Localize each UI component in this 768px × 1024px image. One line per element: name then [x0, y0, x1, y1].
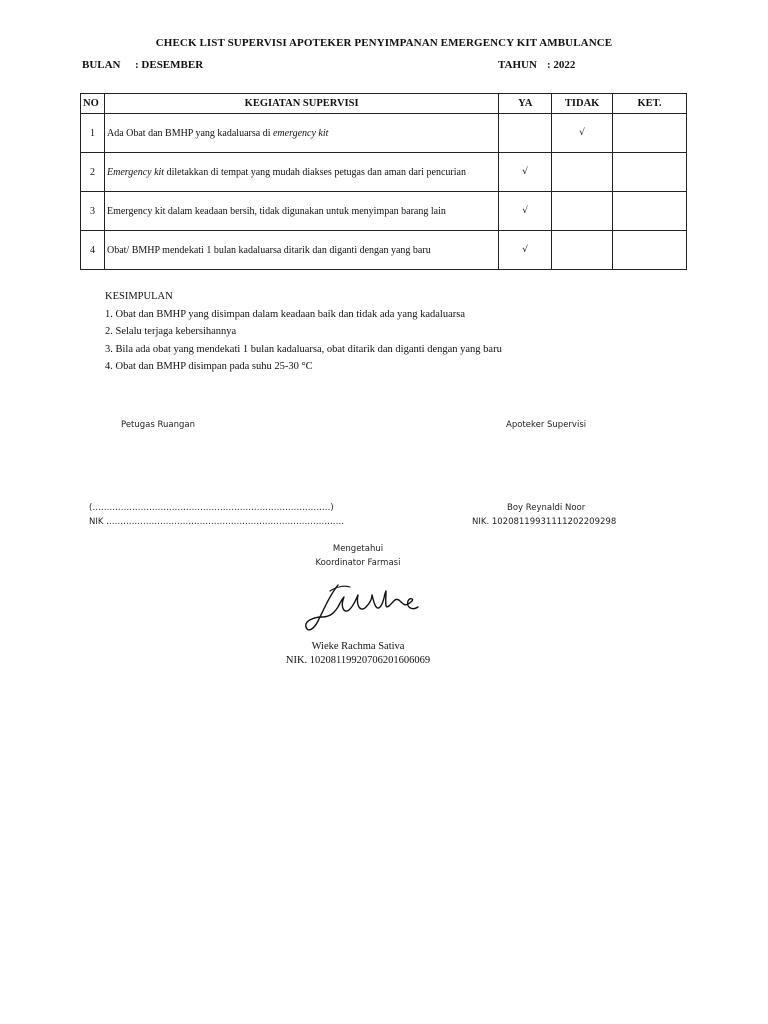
petugas-nik-blank: NIK …………………………………………………………………………: [89, 517, 345, 527]
row-no: 1: [81, 114, 105, 153]
header-tidak: TIDAK: [552, 94, 613, 114]
handwritten-signature: [300, 577, 430, 639]
row-no: 2: [81, 153, 105, 192]
table-row: [81, 192, 687, 231]
kesimpulan-section: [105, 288, 502, 376]
header-ket: KET.: [613, 94, 687, 114]
apoteker-supervisi-label: Apoteker Supervisi: [506, 420, 587, 430]
kesimpulan-item: 2. Selalu terjaga kebersihannya: [105, 326, 237, 337]
kesimpulan-heading: KESIMPULAN: [105, 291, 173, 302]
petugas-name-blank: (…………………………………………………………………………): [89, 503, 334, 513]
bulan-value: : DESEMBER: [135, 59, 204, 71]
checkmark-tidak: [552, 231, 613, 270]
kesimpulan-item: 4. Obat dan BMHP disimpan pada suhu 25-30 °C: [105, 361, 313, 372]
header-ya: YA: [499, 94, 552, 114]
checklist-table: [80, 93, 687, 270]
table-row: [81, 114, 687, 153]
table-row: [81, 231, 687, 270]
petugas-ruangan-label: Petugas Ruangan: [121, 420, 196, 430]
apoteker-nik: NIK. 10208119931111202209298: [472, 517, 617, 527]
activity-emphasis: emergency kit: [272, 127, 329, 139]
keterangan-cell: [613, 192, 687, 231]
header-kegiatan: KEGIATAN SUPERVISI: [104, 94, 498, 114]
table-row: [81, 153, 687, 192]
header-no: NO: [81, 94, 105, 114]
checkmark-tidak: √: [552, 114, 613, 153]
row-activity: [104, 153, 498, 192]
koordinator-nik: NIK. 10208119920706201606069: [285, 655, 431, 666]
activity-text: Emergency kit dalam keadaan bersih, tidak digunakan untuk menyimpan barang lain: [106, 205, 446, 217]
tahun-label: TAHUN: [498, 59, 537, 71]
checkmark-ya: √: [499, 192, 552, 231]
activity-text: Ada Obat dan BMHP yang kadaluarsa di: [106, 127, 273, 139]
row-activity: [104, 231, 498, 270]
mengetahui-label: Mengetahui: [332, 544, 384, 554]
table-header-row: [81, 94, 687, 114]
activity-text-tail: diletakkan di tempat yang mudah diakses petugas dan aman dari pencurian: [164, 166, 466, 178]
koordinator-label: Koordinator Farmasi: [315, 558, 401, 568]
koordinator-name: Wieke Rachma Sativa: [311, 641, 405, 652]
row-no: 3: [81, 192, 105, 231]
checkmark-ya: √: [499, 153, 552, 192]
checkmark-ya: [499, 114, 552, 153]
document-title: CHECK LIST SUPERVISI APOTEKER PENYIMPANAN EMERGENCY KIT AMBULANCE: [155, 37, 613, 49]
keterangan-cell: [613, 153, 687, 192]
keterangan-cell: [613, 114, 687, 153]
checkmark-tidak: [552, 192, 613, 231]
kesimpulan-item: 1. Obat dan BMHP yang disimpan dalam keadaan baik dan tidak ada yang kadaluarsa: [105, 308, 466, 320]
checkmark-ya: √: [499, 231, 552, 270]
row-no: 4: [81, 231, 105, 270]
keterangan-cell: [613, 231, 687, 270]
kesimpulan-item: 3. Bila ada obat yang mendekati 1 bulan kadaluarsa, obat ditarik dan diganti dengan yang baru: [105, 343, 502, 355]
bulan-label: BULAN: [82, 59, 121, 71]
activity-emphasis: Emergency kit: [106, 166, 165, 178]
row-activity: [104, 114, 498, 153]
row-activity: [104, 192, 498, 231]
apoteker-name: Boy Reynaldi Noor: [507, 503, 586, 513]
tahun-value: : 2022: [547, 59, 576, 71]
activity-text: Obat/ BMHP mendekati 1 bulan kadaluarsa ditarik dan diganti dengan yang baru: [106, 244, 431, 256]
checkmark-tidak: [552, 153, 613, 192]
